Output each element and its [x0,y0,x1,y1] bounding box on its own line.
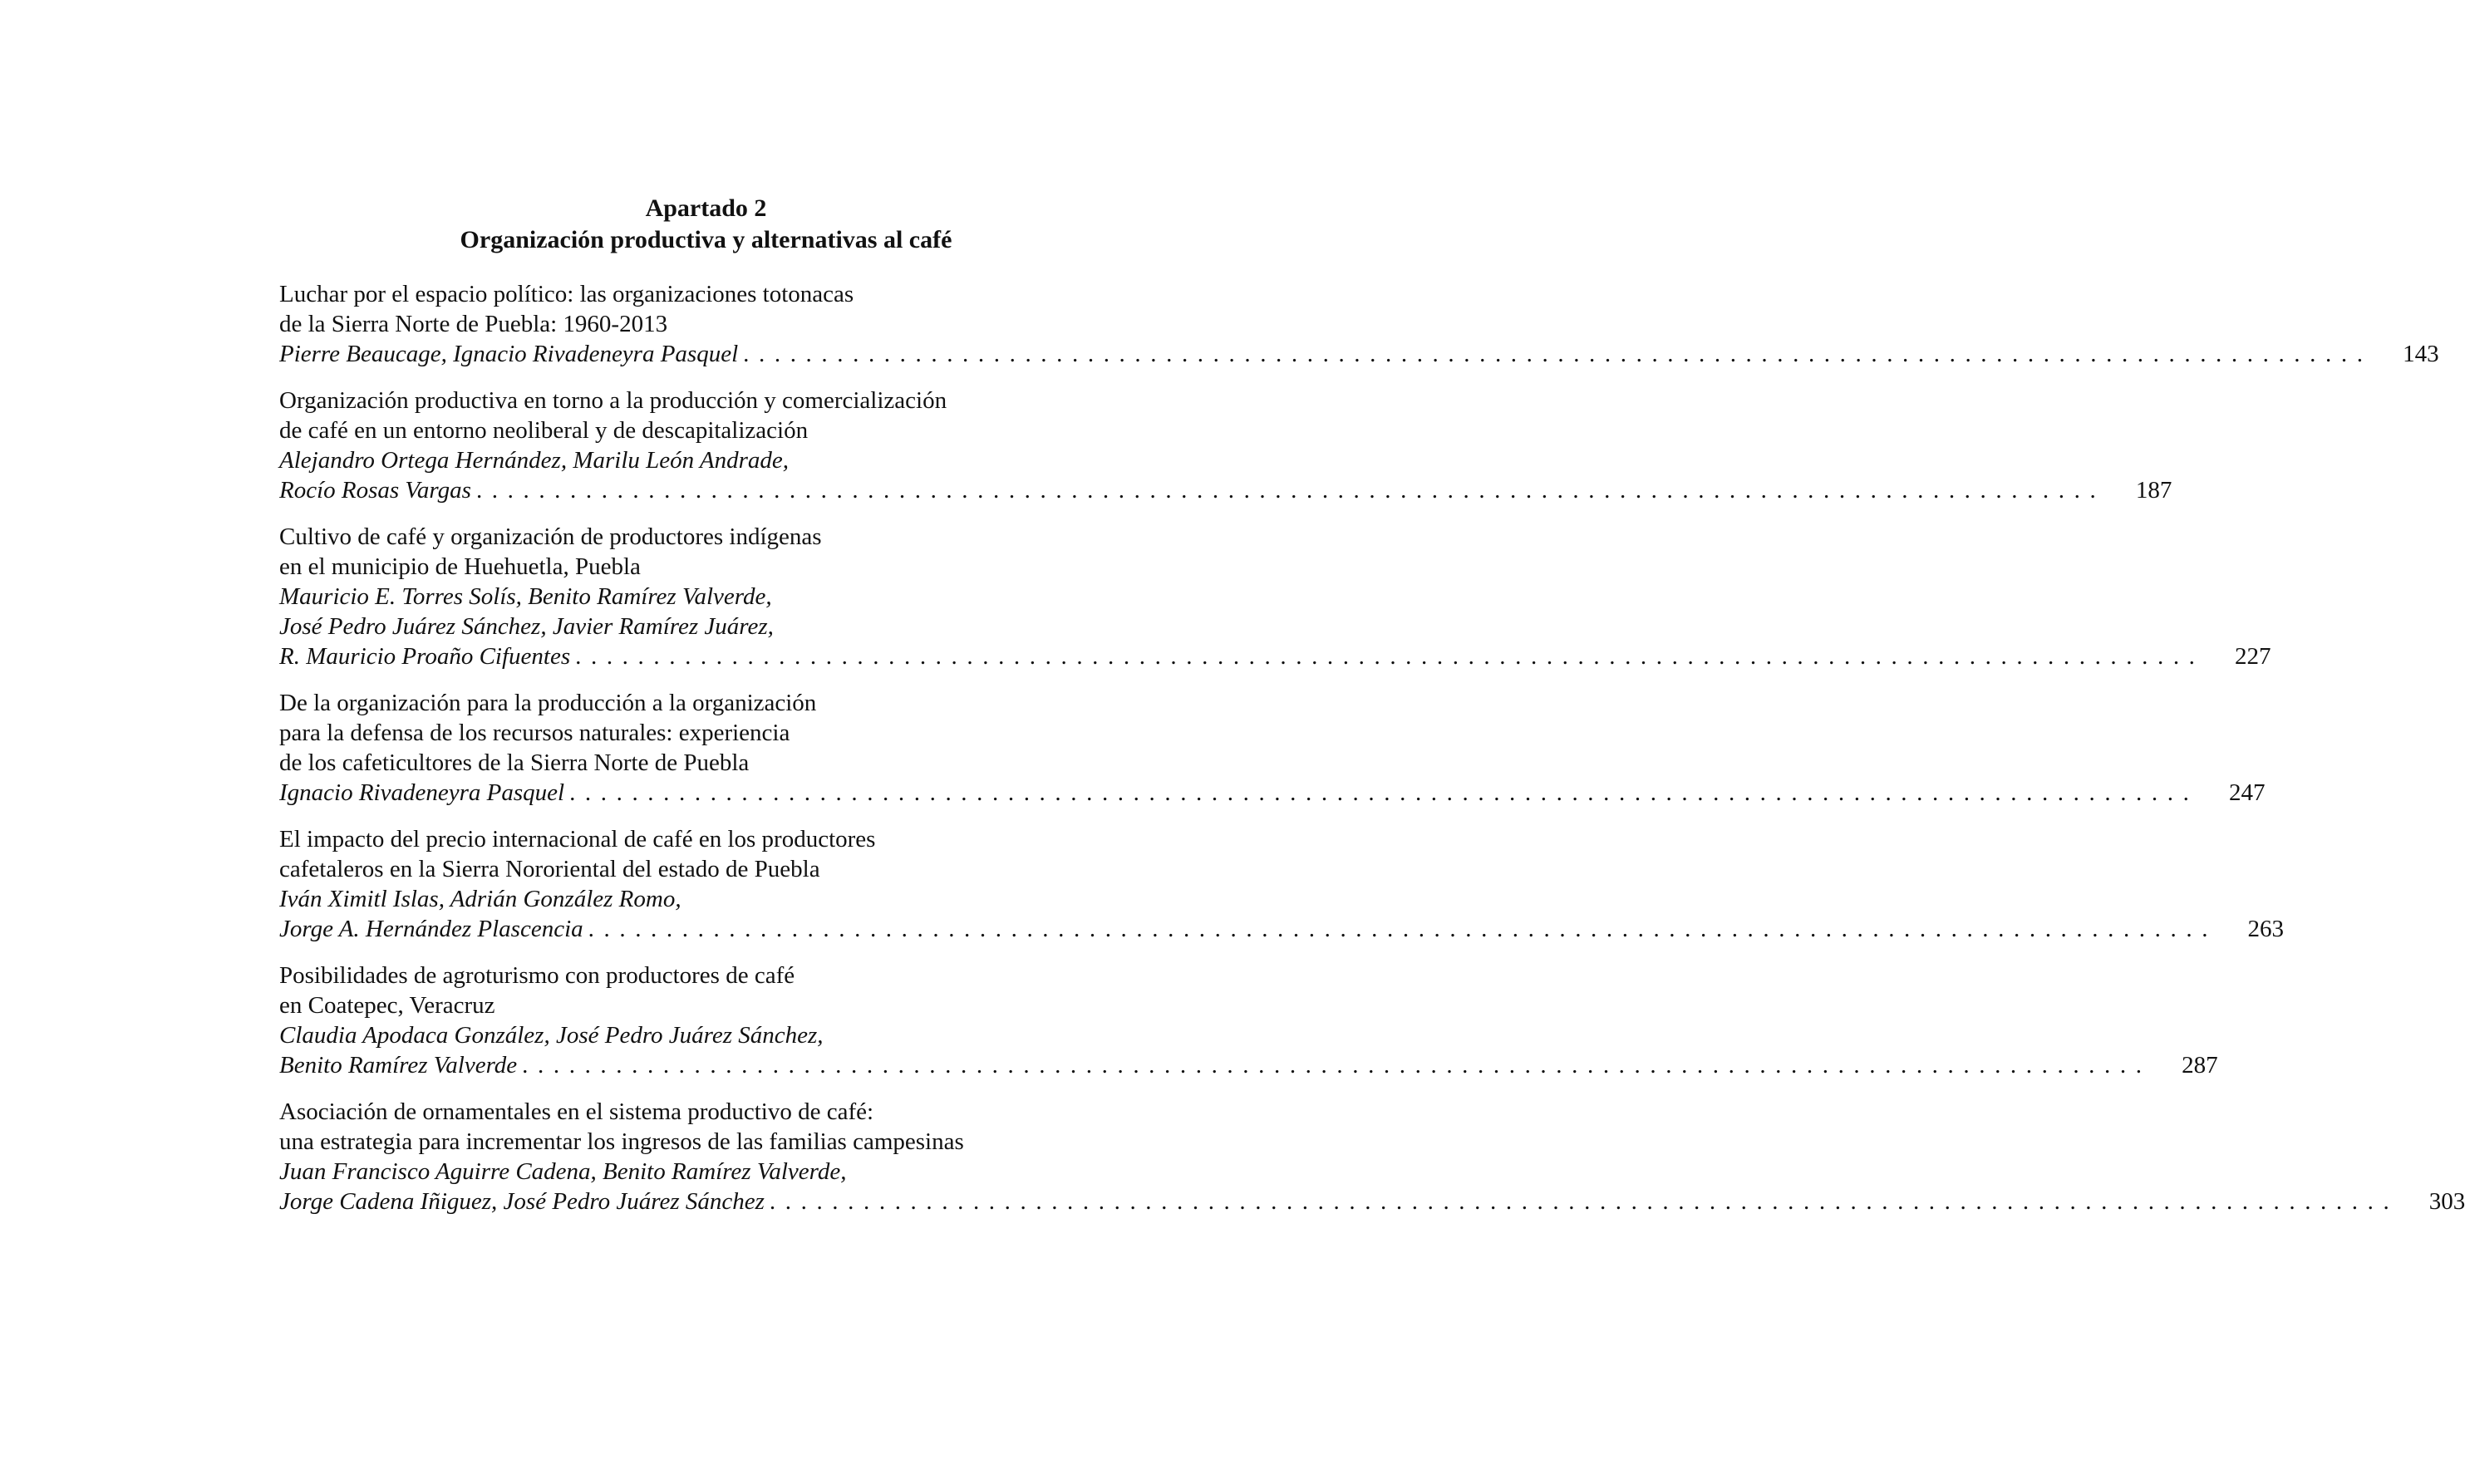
dot-leader: ........................................................................................................ [575,643,2205,670]
entry-title-line: El impacto del precio internacional de café en los productores [279,826,876,853]
dot-leader: ........................................................................................................ [588,916,2218,942]
entry-title-line: de café en un entorno neoliberal y de descapitalización [279,417,809,444]
dot-leader: ........................................................................................................ [769,1188,2399,1215]
entry-last-line [279,1187,2465,1216]
page-number: 247 [2228,779,2266,806]
dot-leader: ........................................................................................................ [569,779,2199,806]
entry-author-line: Rocío Rosas Vargas [279,477,471,504]
entry-title-line: en el municipio de Huehuetla, Puebla [279,553,641,580]
entry-author-line: Jorge Cadena Iñiguez, José Pedro Juárez Sánchez [279,1188,765,1215]
entry-title-line: De la organización para la producción a la organización [279,690,817,716]
entry-author-line: Ignacio Rivadeneyra Pasquel [279,779,565,806]
entry-author-line: Pierre Beaucage, Ignacio Rivadeneyra Pasquel [279,341,739,367]
section-title: Organización productiva y alternativas al café [460,226,952,253]
toc-entry [279,522,2271,671]
page-number: 263 [2247,916,2285,942]
page-number: 227 [2235,643,2271,670]
entry-author-line: Iván Ximitl Islas, Adrián González Romo, [279,886,681,912]
entry-last-line [279,1050,2218,1080]
entry-author-line: Claudia Apodaca González, José Pedro Juárez Sánchez, [279,1022,824,1049]
entry-author-line: Alejandro Ortega Hernández, Marilu León Andrade, [279,447,789,474]
entry-title-line: cafetaleros en la Sierra Nororiental del estado de Puebla [279,856,820,882]
entry-title-line: una estrategia para incrementar los ingresos de las familias campesinas [279,1128,964,1155]
entry-author-line: Mauricio E. Torres Solís, Benito Ramírez Valverde, [279,583,772,610]
entry-last-line [279,475,2172,505]
entry-title-line: de los cafeticultores de la Sierra Norte de Puebla [279,749,750,776]
section-number: Apartado 2 [645,194,767,222]
entry-last-line [279,778,2266,808]
toc-entry [279,1097,2465,1216]
section-heading [0,193,1412,256]
table-of-contents [279,279,2465,1233]
entry-author-line: Benito Ramírez Valverde [279,1052,518,1079]
entry-title-line: Asociación de ornamentales en el sistema productivo de café: [279,1098,874,1125]
entry-last-line [279,339,2439,369]
toc-entry [279,961,2218,1080]
entry-title-line: Cultivo de café y organización de productores indígenas [279,523,822,550]
entry-title-line: Organización productiva en torno a la producción y comercialización [279,387,947,414]
entry-title-line: de la Sierra Norte de Puebla: 1960-2013 [279,311,668,337]
entry-author-line: Jorge A. Hernández Plascencia [279,916,583,942]
page-number: 187 [2135,477,2172,504]
page-number: 287 [2182,1052,2218,1079]
entry-last-line [279,914,2285,944]
dot-leader: ........................................................................................................ [475,477,2106,504]
page-number: 143 [2403,341,2439,367]
entry-title-line: para la defensa de los recursos naturales: experiencia [279,720,790,746]
entry-last-line [279,641,2271,671]
entry-title-line: en Coatepec, Veracruz [279,992,495,1019]
entry-author-line: Juan Francisco Aguirre Cadena, Benito Ramírez Valverde, [279,1158,847,1185]
toc-entry [279,824,2285,944]
dot-leader: ........................................................................................................ [522,1052,2152,1079]
toc-entry [279,688,2266,808]
entry-title-line: Luchar por el espacio político: las organizaciones totonacas [279,281,854,307]
entry-author-line: R. Mauricio Proaño Cifuentes [279,643,571,670]
toc-entry [279,386,2172,505]
entry-author-line: José Pedro Juárez Sánchez, Javier Ramírez Juárez, [279,613,774,640]
toc-entry [279,279,2439,369]
page-number: 303 [2428,1188,2465,1215]
dot-leader: ........................................................................................................ [743,341,2373,367]
entry-title-line: Posibilidades de agroturismo con productores de café [279,962,795,989]
